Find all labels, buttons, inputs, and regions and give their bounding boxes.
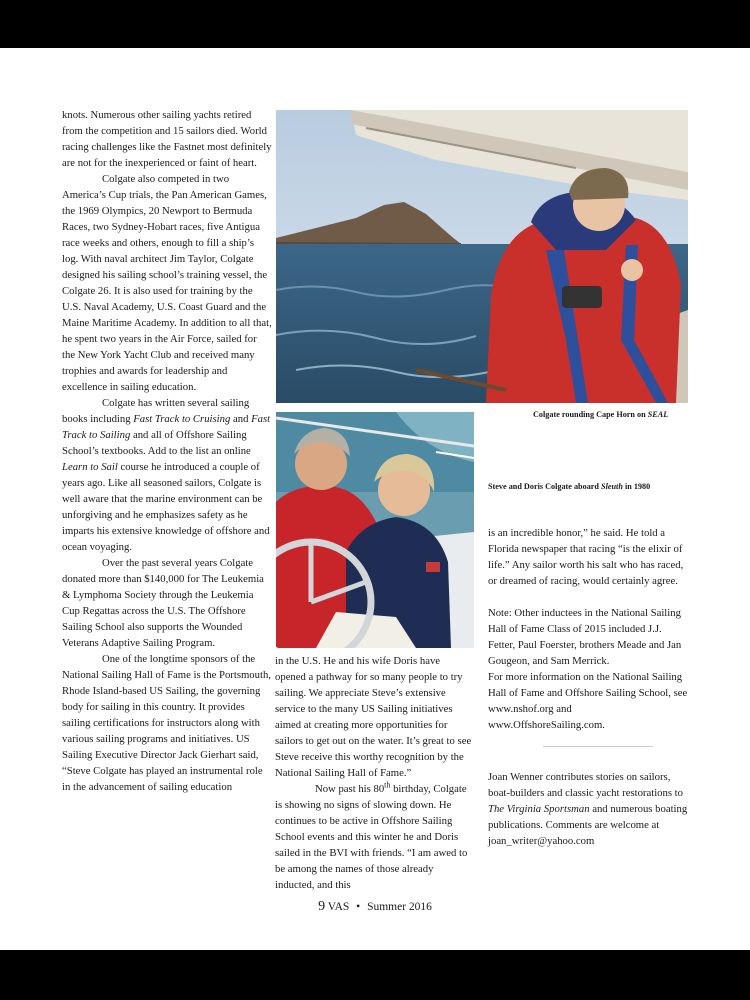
article-column-2 xyxy=(275,653,473,893)
issue-date: Summer 2016 xyxy=(367,901,432,913)
paragraph: in the U.S. He and his wife Doris have opened a pathway for so many people to try sailing. We appreciate Steve’s extensive service to the many US Sailing initiatives aimed at creating more opportunities for sailors to get out on the water. It’s great to see Steve receive this worthy recognition by the National Sailing Hall of Fame.” xyxy=(275,655,472,779)
paragraph: is an incredible honor,” he said. He told a Florida newspaper that racing “is the elixir of life.” Any sailor worth his salt who has raced, or dreamed of racing, would certainly agree. xyxy=(488,527,684,587)
bullet: • xyxy=(356,901,361,913)
paragraph: One of the longtime sponsors of the National Sailing Hall of Fame is the Portsmouth, Rhode Island-based US Sailing, the governing body for sailing in this country. It provides sailing certifications for instructors along with various sailing programs and initiatives. US Sailing Executive Director Jack Gierhart said, “Steve Colgate has played an instrumental role in the advancement of sailing education xyxy=(62,653,271,793)
sleuth-photo xyxy=(276,412,474,648)
article-column-3 xyxy=(488,525,688,849)
paragraph: Colgate has written several sailing books including Fast Track to Cruising and Fast Track to Sailing and all of Offshore Sailing School’s textbooks. Add to the list an online Learn to Sail course he introduced a couple of years ago. Like all seasoned sailors, Colgate is well aware that the marine environment can be unforgiving and he emphasizes safety as he imparts his extensive knowledge of offshore and ocean voyaging. xyxy=(62,397,271,553)
book-title: Fast Track to Sailing xyxy=(62,413,271,441)
paragraph: Colgate also competed in two America’s Cup trials, the Pan American Games, the 1969 Olympics, 20 Newport to Bermuda Races, two Sydney-Hobart races, five Antigua race weeks and others, enough to fill a ship’s log. With naval architect Jim Taylor, Colgate designed his sailing school’s training vessel, the Colgate 26. It is also used for training by the U.S. Naval Academy, U.S. Coast Guard and the Maine Maritime Academy. In addition to all that, he spent two years in the Air Force, sailed for the New York Yacht Club and received many trophies and awards for leadership and excellence in sailing education. xyxy=(62,173,272,393)
divider xyxy=(543,746,653,747)
cape-horn-caption: Colgate rounding Cape Horn on SEAL xyxy=(533,410,669,419)
paragraph: Now past his 80th birthday, Colgate is showing no signs of slowing down. He continues to be active in Offshore Sailing School events and this winter he and Doris sailed in the BVI with friends. “I am awed to be among the names of those already inducted, and this xyxy=(275,780,468,891)
article-column-1 xyxy=(62,107,272,795)
book-title: Fast Track to Cruising xyxy=(133,413,231,425)
author-bio: Joan Wenner contributes stories on sailors, boat-builders and classic yacht restorations to The Virginia Sportsman and numerous boating publications. Comments are welcome at joan_writer@yahoo.com xyxy=(488,771,688,847)
magazine-page xyxy=(0,48,750,950)
publication-name: VAS xyxy=(327,901,350,913)
cape-horn-photo xyxy=(276,110,688,403)
page-footer xyxy=(0,899,750,915)
course-title: Learn to Sail xyxy=(62,461,118,473)
sleuth-caption: Steve and Doris Colgate aboard Sleuth in 1980 xyxy=(488,482,651,491)
note-paragraph: Note: Other inductees in the National Sailing Hall of Fame Class of 2015 included J.J. Fetter, Paul Foerster, brothers Meade and Jan Gougeon, and Sam Merrick. xyxy=(488,607,682,667)
paragraph: knots. Numerous other sailing yachts retired from the competition and 15 sailors died. World racing challenges like the Fastnet most definitely are not for the inexperienced or faint of heart. xyxy=(62,109,272,169)
more-info-paragraph: For more information on the National Sailing Hall of Fame and Offshore Sailing School, see www.nshof.org and www.OffshoreSailing.com. xyxy=(488,671,688,731)
paragraph: Over the past several years Colgate donated more than $140,000 for The Leukemia & Lymphoma Society through the Leukemia Cup Regattas across the U.S. The Offshore Sailing School also supports the Wounded Veterans Adaptive Sailing Program. xyxy=(62,557,264,649)
page-number: 9 xyxy=(318,899,326,914)
